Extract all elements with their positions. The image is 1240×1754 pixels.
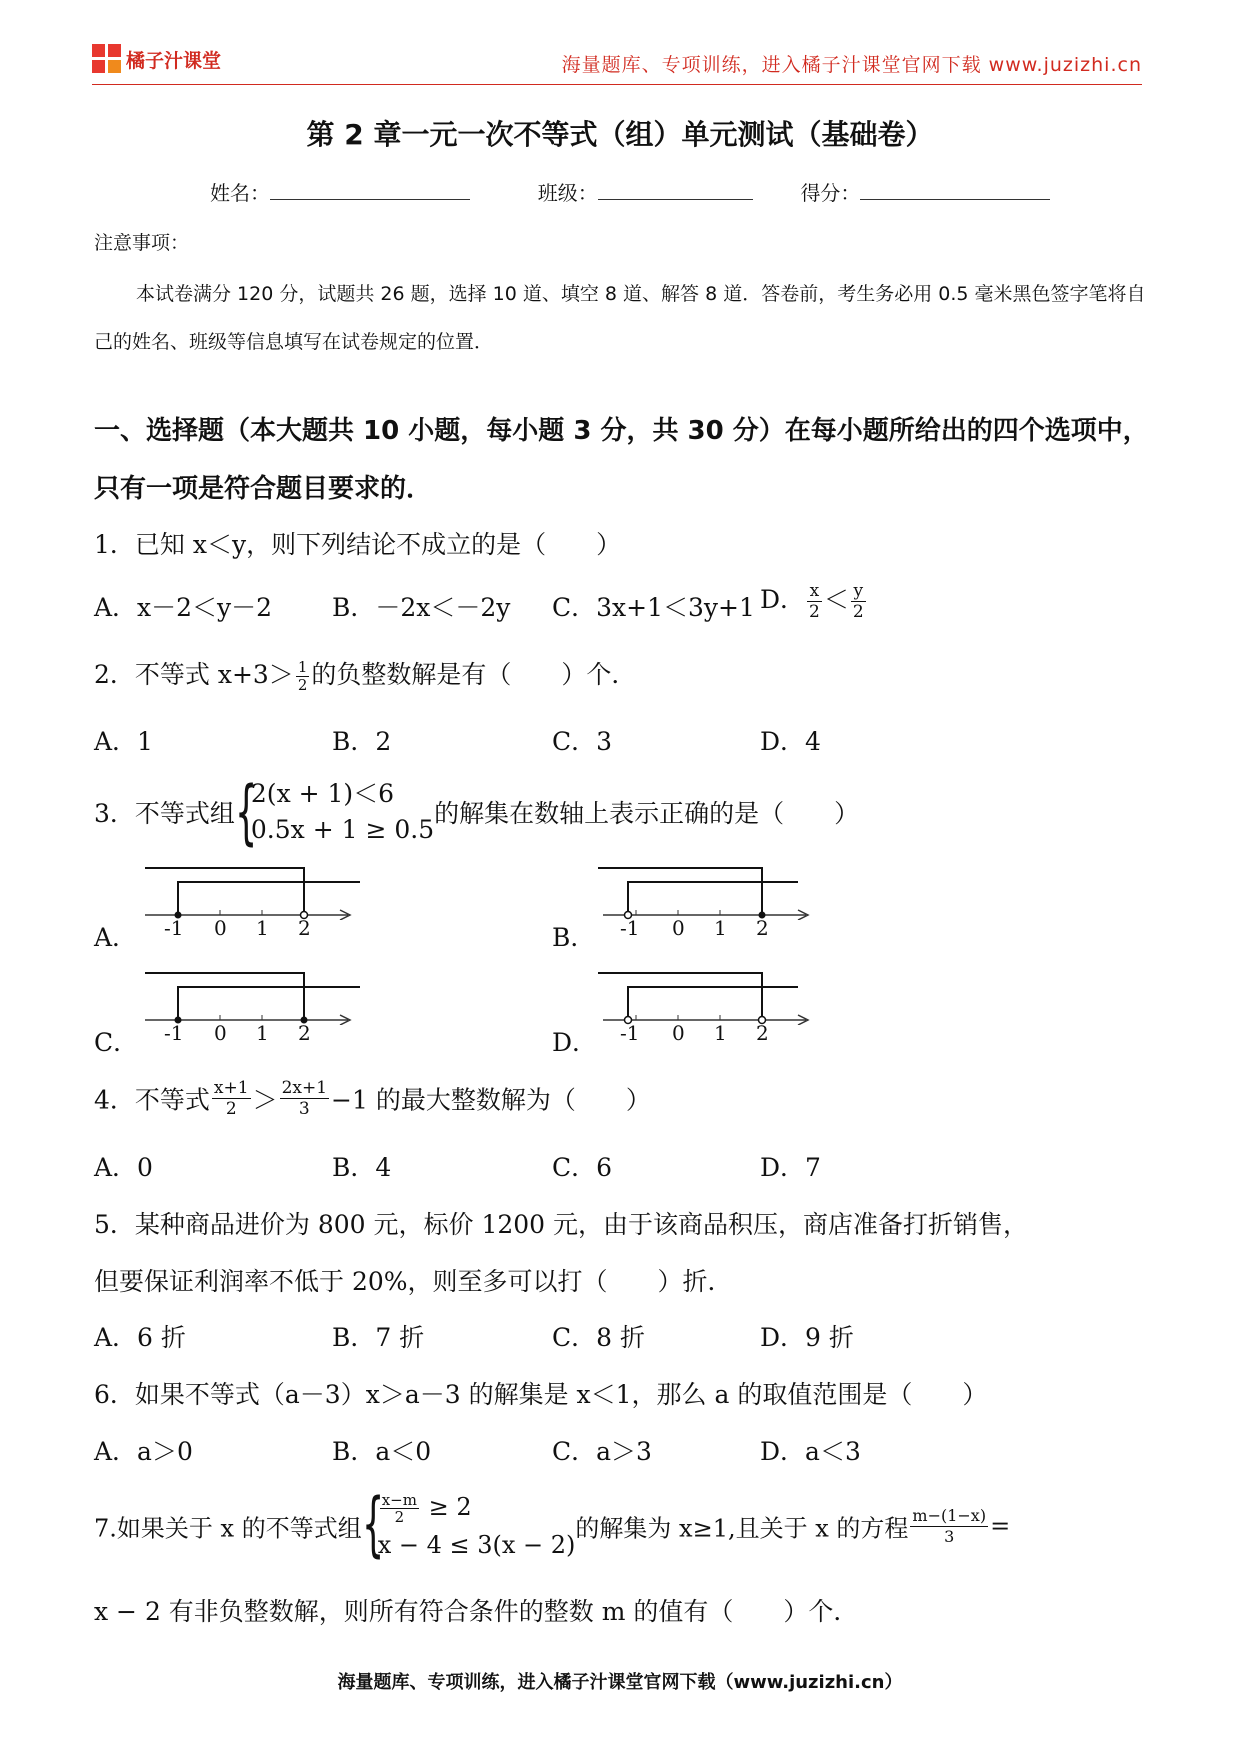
notice-text: 本试卷满分 120 分，试题共 26 题，选择 10 道、填空 8 道、解答 8 道．答卷前，考生务必用 0.5 毫米黑色签字笔将自己的姓名、班级等信息填写在试卷规定的位置．: [94, 283, 1146, 353]
q3-option-a: A．: [94, 923, 138, 952]
question-7-stem-line1: 7.如果关于 x 的不等式组 { $\frac{x-m}{2}$ ≥ 2 x − 4 ≤ 3(x − 2) 的解集为 x≥1,且关于 x 的方程 $\frac{m-(1-x)}{3}$ =: [94, 1483, 1011, 1565]
inequality-system: { 2(x + 1)＜6 0.5x + 1 ≥ 0.5: [234, 771, 435, 853]
q5-option-b: B．7 折: [332, 1323, 425, 1352]
name-label: 姓名：: [210, 181, 270, 205]
q2-option-a: A．1: [94, 727, 153, 756]
q6-option-a: A．a＞0: [94, 1437, 193, 1466]
question-5-stem-line1: 5．某种商品进价为 800 元，标价 1200 元，由于该商品积压，商店准备打折销售，: [94, 1210, 1029, 1239]
question-3-stem: 3．不等式组 { 2(x + 1)＜6 0.5x + 1 ≥ 0.5 的解集在数轴上表示正确的是（ ）: [94, 771, 860, 853]
tick-label: 0: [672, 916, 685, 940]
question-6-stem: 6．如果不等式（a－3）x＞a－3 的解集是 x＜1，那么 a 的取值范围是（ ）: [94, 1380, 988, 1409]
q1-option-b: B．－2x＜－2y: [332, 593, 511, 622]
tick-label: 2: [756, 916, 769, 940]
tick-label: 2: [298, 916, 311, 940]
number-line-d: [598, 965, 818, 1055]
tick-label: 0: [214, 916, 227, 940]
q2-option-d: D．4: [760, 727, 821, 756]
section-heading: 一、选择题（本大题共 10 小题，每小题 3 分，共 30 分）在每小题所给出的四个选项中，只有一项是符合题目要求的．: [94, 416, 1149, 504]
tick-label: -1: [164, 916, 184, 940]
question-7-stem-line2: x − 2 有非负整数解，则所有符合条件的整数 m 的值有（ ）个．: [94, 1597, 859, 1626]
q5-option-d: D．9 折: [760, 1323, 854, 1352]
tick-label: -1: [164, 1021, 184, 1045]
question-1-stem: 1．已知 x＜y，则下列结论不成立的是（ ）: [94, 530, 622, 559]
class-label: 班级：: [537, 181, 598, 205]
page-title: 第 2 章一元一次不等式（组）单元测试（基础卷）: [306, 118, 934, 151]
tick-label: 1: [714, 1021, 727, 1045]
page-header: [92, 40, 1142, 80]
q5-option-a: A．6 折: [94, 1323, 186, 1352]
tick-label: 1: [256, 916, 269, 940]
number-line-b-graphic: [598, 860, 818, 920]
tick-label: 1: [714, 916, 727, 940]
q1-option-c: C．3x+1＜3y+1: [552, 593, 755, 622]
q3-option-c: C．: [94, 1028, 139, 1057]
class-blank: [598, 181, 753, 200]
q4-option-d: D．7: [760, 1153, 821, 1182]
q4-option-a: A．0: [94, 1153, 153, 1182]
q3-option-d: D．: [552, 1028, 598, 1057]
question-5-stem-line2: 但要保证利润率不低于 20%，则至多可以打（ ）折．: [94, 1267, 733, 1296]
student-info-line: [210, 177, 1050, 206]
number-line-d-graphic: [598, 965, 818, 1025]
question-4-stem: 4．不等式 $\frac{x+1}{2}$ ＞ $\frac{2x+1}{3}$ −1 的最大整数解为（ ）: [94, 1078, 651, 1119]
q1-option-d: D． $\frac{x}{2}$ ＜ $\frac{y}{2}$: [760, 581, 864, 622]
page-footer: 海量题库、专项训练，进入橘子汁课堂官网下载（www.juzizhi.cn）: [337, 1672, 903, 1693]
q4-option-b: B．4: [332, 1153, 392, 1182]
inequality-system-7: { $\frac{x-m}{2}$ ≥ 2 x − 4 ≤ 3(x − 2): [361, 1483, 576, 1565]
q6-option-d: D．a＜3: [760, 1437, 861, 1466]
q5-option-c: C．8 折: [552, 1323, 645, 1352]
q6-option-b: B．a＜0: [332, 1437, 432, 1466]
q4-option-c: C．6: [552, 1153, 613, 1182]
header-divider: [92, 84, 1142, 85]
tick-label: 2: [298, 1021, 311, 1045]
logo-icon: [92, 44, 122, 74]
tick-label: 1: [256, 1021, 269, 1045]
q6-option-c: C．a＞3: [552, 1437, 652, 1466]
name-blank: [270, 181, 470, 200]
score-blank: [860, 181, 1050, 200]
number-line-a-graphic: [140, 860, 360, 920]
number-line-c: [140, 965, 360, 1055]
number-line-c-graphic: [140, 965, 360, 1025]
tick-label: -1: [620, 1021, 640, 1045]
logo: [92, 44, 221, 74]
q2-option-b: B．2: [332, 727, 392, 756]
tick-label: 0: [214, 1021, 227, 1045]
score-label: 得分：: [800, 181, 861, 205]
tick-label: 0: [672, 1021, 685, 1045]
number-line-b: [598, 860, 818, 950]
question-2-stem: 2．不等式 x+3＞ $\frac{1}{2}$ 的负整数解是有（ ）个．: [94, 658, 637, 694]
tick-label: -1: [620, 916, 640, 940]
q3-option-b: B．: [552, 923, 596, 952]
notice-heading: 注意事项：: [94, 232, 190, 254]
q2-option-c: C．3: [552, 727, 613, 756]
tick-label: 2: [756, 1021, 769, 1045]
logo-text: 橘子汁课堂: [126, 49, 222, 72]
q1-option-a: A．x－2＜y－2: [94, 593, 273, 622]
header-slogan: 海量题库、专项训练，进入橘子汁课堂官网下载 www.juzizhi.cn: [561, 54, 1142, 76]
number-line-a: [140, 860, 360, 950]
